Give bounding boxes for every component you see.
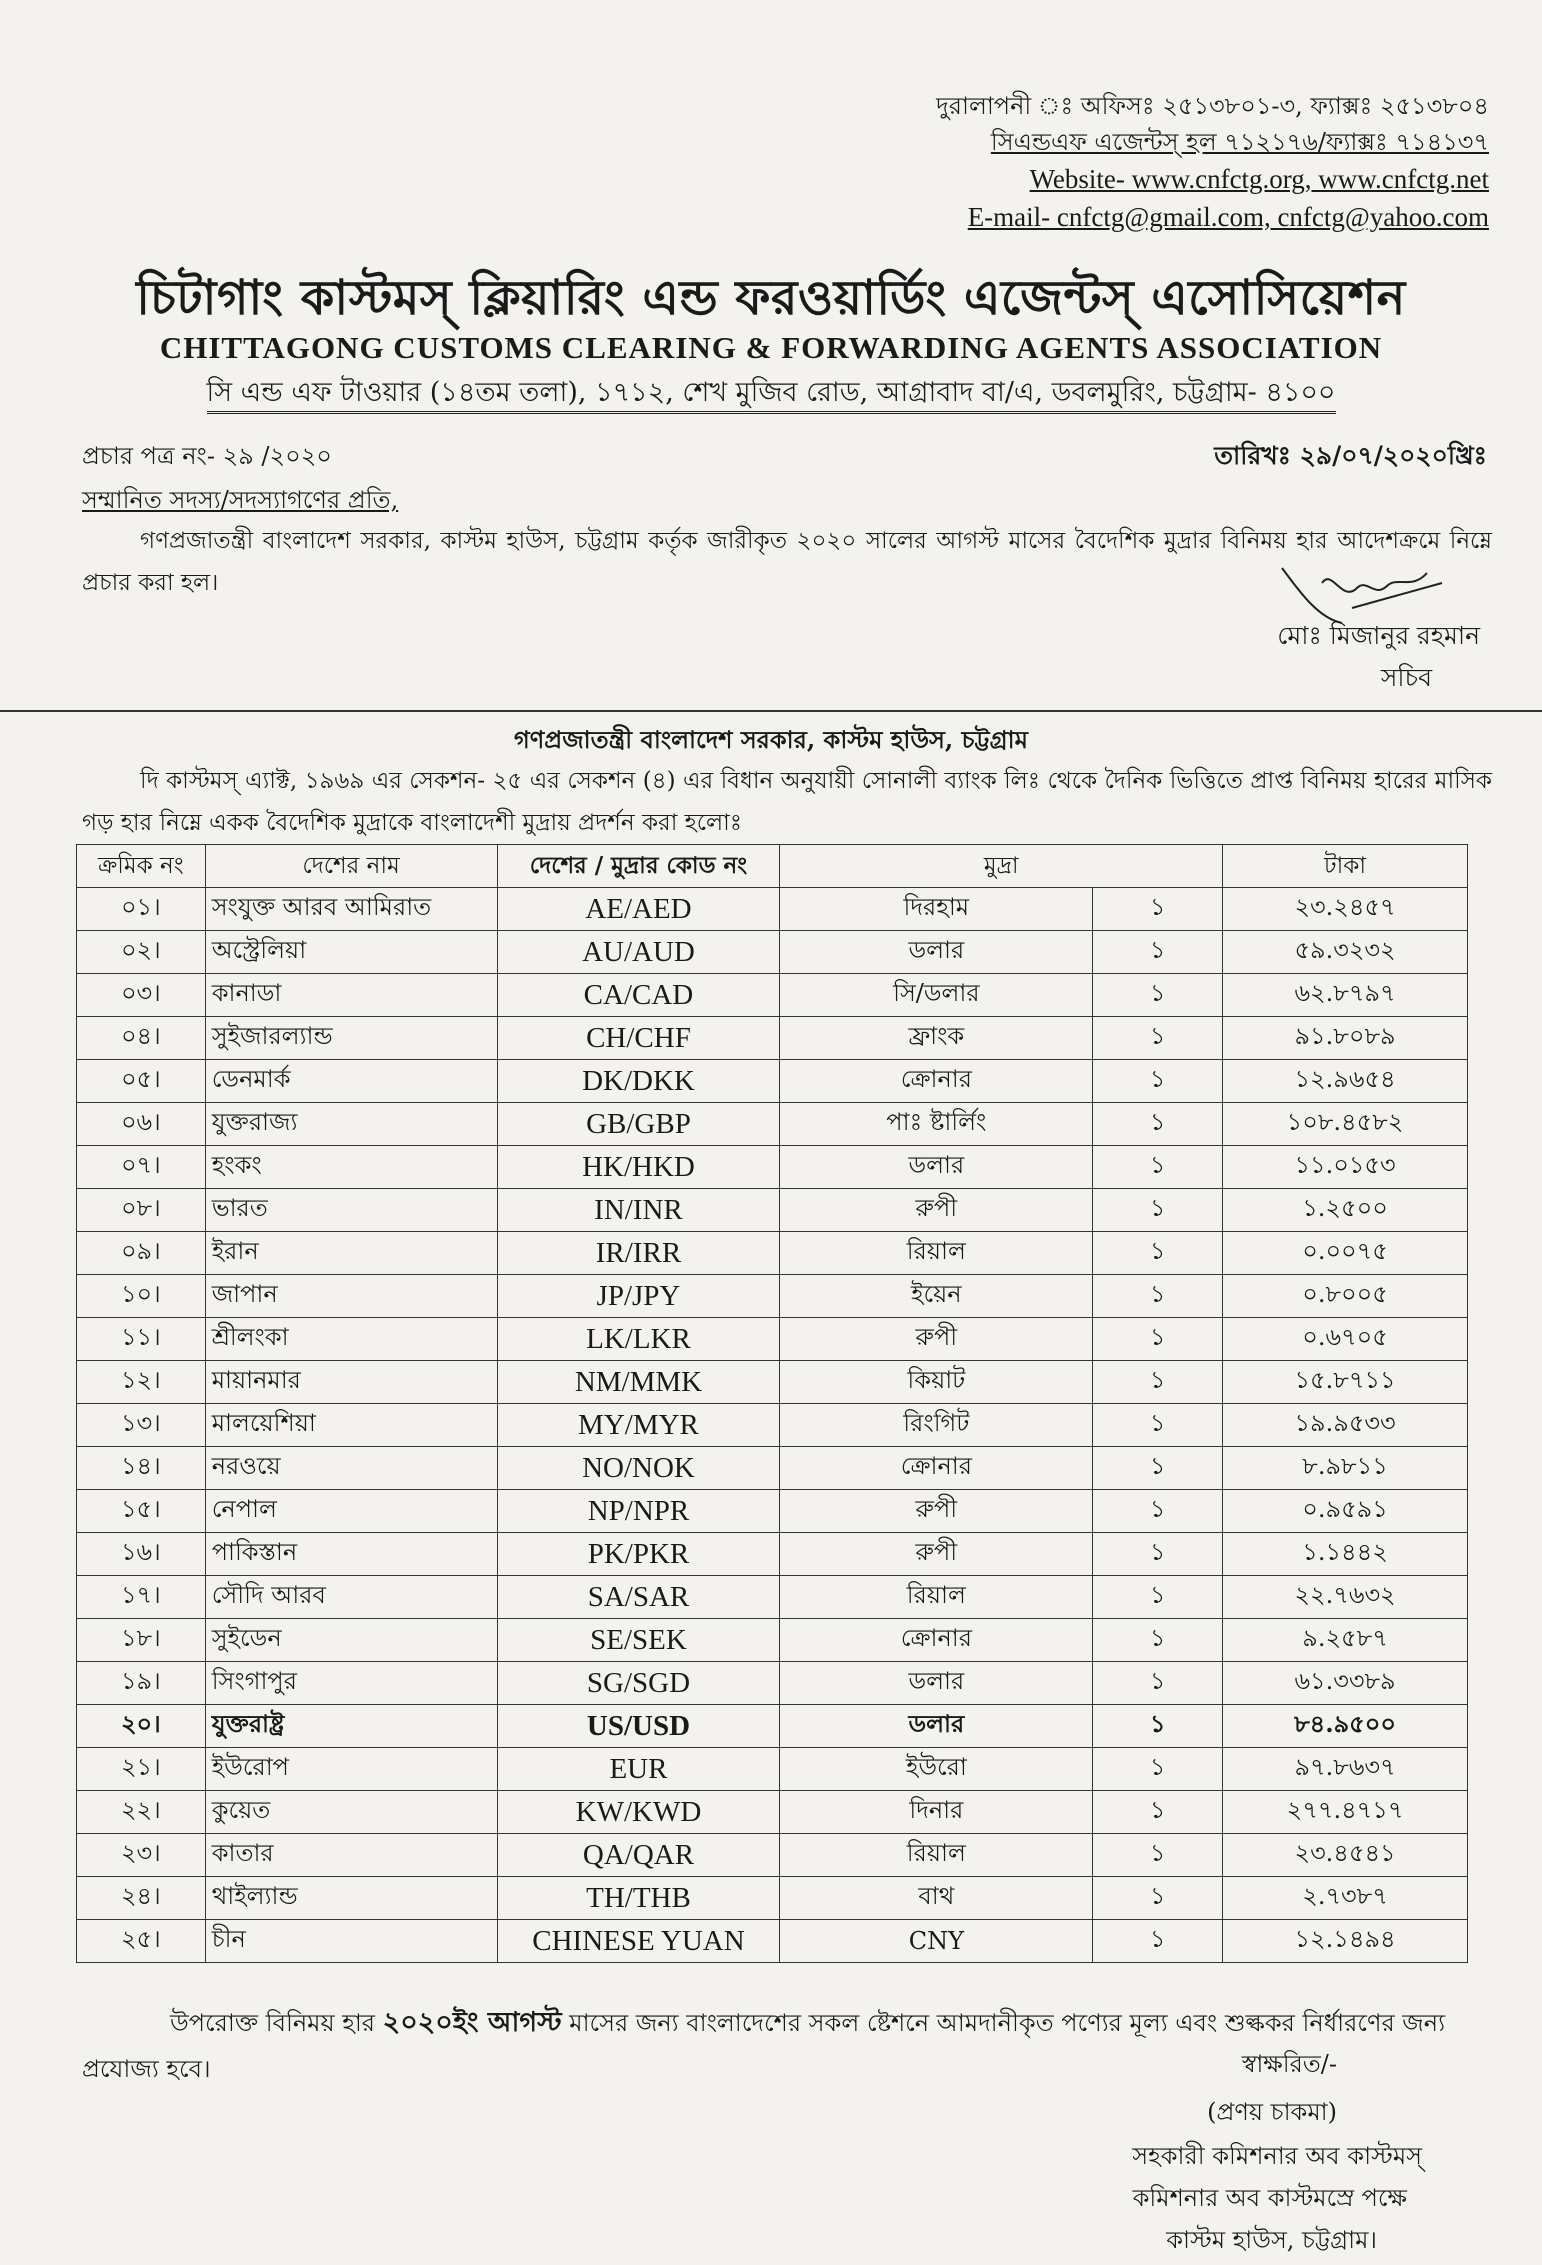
code-cell: IR/IRR <box>497 1232 780 1275</box>
taka-cell: ১১.০১৫৩ <box>1223 1146 1468 1189</box>
table-row <box>77 1361 1468 1404</box>
currency-cell: ক্রোনার <box>780 1060 1093 1103</box>
currency-cell: ইয়েন <box>780 1275 1093 1318</box>
unit-cell: ১ <box>1093 1060 1223 1103</box>
header-currency: মুদ্রা <box>780 845 1223 888</box>
currency-cell: রিয়াল <box>780 1576 1093 1619</box>
taka-cell: ৬২.৮৭৯৭ <box>1223 974 1468 1017</box>
taka-cell: ২২.৭৬৩২ <box>1223 1576 1468 1619</box>
footer-title-3: কাস্টম হাউস, চট্টগ্রাম। <box>1166 2226 1377 2254</box>
signatory-title: সচিব <box>1380 663 1432 692</box>
serial-cell: ১৮। <box>77 1619 206 1662</box>
taka-cell: ৯.২৫৮৭ <box>1223 1619 1468 1662</box>
country-cell: হংকং <box>205 1146 497 1189</box>
serial-cell: ১৭। <box>77 1576 206 1619</box>
serial-cell: ১৫। <box>77 1490 206 1533</box>
code-cell: DK/DKK <box>497 1060 780 1103</box>
country-cell: সিংগাপুর <box>205 1662 497 1705</box>
serial-cell: ০৬। <box>77 1103 206 1146</box>
serial-cell: ০১। <box>77 888 206 931</box>
unit-cell: ১ <box>1093 1619 1223 1662</box>
currency-cell: CNY <box>780 1920 1093 1963</box>
taka-cell: ৮.৯৮১১ <box>1223 1447 1468 1490</box>
table-row <box>77 888 1468 931</box>
taka-cell: ৮৪.৯৫০০ <box>1223 1705 1468 1748</box>
salutation: সম্মানিত সদস্য/সদস্যাগণের প্রতি, <box>82 486 399 514</box>
country-cell: সংযুক্ত আরব আমিরাত <box>205 888 497 931</box>
footer-text-before: উপরোক্ত বিনিময় হার <box>170 2009 383 2037</box>
taka-cell: ১.২৫০০ <box>1223 1189 1468 1232</box>
unit-cell: ১ <box>1093 974 1223 1017</box>
code-cell: SA/SAR <box>497 1576 780 1619</box>
currency-cell: রুপী <box>780 1189 1093 1232</box>
currency-cell: ডলার <box>780 1705 1093 1748</box>
taka-cell: ০.৯৫৯১ <box>1223 1490 1468 1533</box>
currency-cell: রিয়াল <box>780 1834 1093 1877</box>
country-cell: নেপাল <box>205 1490 497 1533</box>
email-line: E-mail- cnfctg@gmail.com, cnfctg@yahoo.com <box>967 202 1489 232</box>
serial-cell: ১০। <box>77 1275 206 1318</box>
table-row <box>77 1318 1468 1361</box>
unit-cell: ১ <box>1093 888 1223 931</box>
footer-title-2: কমিশনার অব কাস্টমস্রে পক্ষে <box>1132 2184 1407 2212</box>
circular-number: প্রচার পত্র নং- ২৯ /২০২০ <box>82 442 332 470</box>
code-cell: IN/INR <box>497 1189 780 1232</box>
taka-cell: ১০৮.৪৫৮২ <box>1223 1103 1468 1146</box>
country-cell: কানাডা <box>205 974 497 1017</box>
unit-cell: ১ <box>1093 1662 1223 1705</box>
country-cell: ইউরোপ <box>205 1748 497 1791</box>
code-cell: AE/AED <box>497 888 780 931</box>
country-cell: ইরান <box>205 1232 497 1275</box>
currency-cell: দিনার <box>780 1791 1093 1834</box>
header-country: দেশের নাম <box>205 845 497 888</box>
currency-cell: রিয়াল <box>780 1232 1093 1275</box>
table-row <box>77 1619 1468 1662</box>
table-body <box>77 888 1468 1963</box>
serial-cell: ১১। <box>77 1318 206 1361</box>
taka-cell: ২৭৭.৪৭১৭ <box>1223 1791 1468 1834</box>
currency-cell: রুপী <box>780 1490 1093 1533</box>
taka-cell: ০.০০৭৫ <box>1223 1232 1468 1275</box>
table-row <box>77 1490 1468 1533</box>
unit-cell: ১ <box>1093 1017 1223 1060</box>
header-code: দেশের / মুদ্রার কোড নং <box>497 845 780 888</box>
currency-cell: সি/ডলার <box>780 974 1093 1017</box>
unit-cell: ১ <box>1093 931 1223 974</box>
government-description: দি কাস্টমস্ এ্যাক্ট, ১৯৬৯ এর সেকশন- ২৫ এর সেকশন (৪) এর বিধান অনুযায়ী সোনালী ব্যাংক লিঃ থেকে দৈনিক ভিত্তিতে প্রাপ্ত বিনিময় হারের মাসিক গড় হার নিম্নে একক বৈদেশিক মুদ্রাকে বাংলাদেশী মুদ্রায় প্রদর্শন করা হলোঃ <box>82 768 1492 836</box>
table-row <box>77 1705 1468 1748</box>
taka-cell: ০.৬৭০৫ <box>1223 1318 1468 1361</box>
unit-cell: ১ <box>1093 1920 1223 1963</box>
serial-cell: ২০। <box>77 1705 206 1748</box>
taka-cell: ৬১.৩৩৮৯ <box>1223 1662 1468 1705</box>
code-cell: JP/JPY <box>497 1275 780 1318</box>
org-name-bangla: চিটাগাং কাস্টমস্ ক্লিয়ারিং এন্ড ফরওয়ার্ডিং এজেন্টস্ এসোসিয়েশন <box>136 270 1406 326</box>
unit-cell: ১ <box>1093 1103 1223 1146</box>
serial-cell: ০২। <box>77 931 206 974</box>
table-row <box>77 1189 1468 1232</box>
country-cell: সুইডেন <box>205 1619 497 1662</box>
footer-highlight: ২০২০ইং আগস্ট <box>382 2007 562 2038</box>
serial-cell: ২৩। <box>77 1834 206 1877</box>
country-cell: চীন <box>205 1920 497 1963</box>
code-cell: SE/SEK <box>497 1619 780 1662</box>
country-cell: ভারত <box>205 1189 497 1232</box>
serial-cell: ০৩। <box>77 974 206 1017</box>
unit-cell: ১ <box>1093 1447 1223 1490</box>
code-cell: NO/NOK <box>497 1447 780 1490</box>
signatory-name: মোঃ মিজানুর রহমান <box>1277 621 1480 650</box>
serial-cell: ০৪। <box>77 1017 206 1060</box>
table-row <box>77 1103 1468 1146</box>
serial-cell: ১৪। <box>77 1447 206 1490</box>
taka-cell: ৯১.৮০৮৯ <box>1223 1017 1468 1060</box>
serial-cell: ০৮। <box>77 1189 206 1232</box>
section-divider <box>0 710 1542 712</box>
serial-cell: ১৩। <box>77 1404 206 1447</box>
country-cell: মালয়েশিয়া <box>205 1404 497 1447</box>
code-cell: CHINESE YUAN <box>497 1920 780 1963</box>
serial-cell: ২৫। <box>77 1920 206 1963</box>
taka-cell: ৫৯.৩২৩২ <box>1223 931 1468 974</box>
serial-cell: ২২। <box>77 1791 206 1834</box>
serial-cell: ২৪। <box>77 1877 206 1920</box>
country-cell: থাইল্যান্ড <box>205 1877 497 1920</box>
country-cell: জাপান <box>205 1275 497 1318</box>
unit-cell: ১ <box>1093 1834 1223 1877</box>
table-row <box>77 1447 1468 1490</box>
circular-date: তারিখঃ ২৯/০৭/২০২০খ্রিঃ <box>1214 441 1487 470</box>
website-line: Website- www.cnfctg.org, www.cnfctg.net <box>1029 164 1489 194</box>
code-cell: LK/LKR <box>497 1318 780 1361</box>
currency-cell: ডলার <box>780 1146 1093 1189</box>
country-cell: ডেনমার্ক <box>205 1060 497 1103</box>
table-row <box>77 1533 1468 1576</box>
currency-cell: ক্রোনার <box>780 1447 1093 1490</box>
serial-cell: ০৭। <box>77 1146 206 1189</box>
code-cell: EUR <box>497 1748 780 1791</box>
footer-text-after: মাসের জন্য বাংলাদেশের সকল ষ্টেশনে আমদানীকৃত পণ্যের মূল্য এবং শুল্ককর নির্ধারণের জন্য প্রযোজ্য হবে। <box>82 2009 1446 2083</box>
currency-cell: দিরহাম <box>780 888 1093 931</box>
table-row <box>77 1017 1468 1060</box>
contact-block <box>789 88 1489 236</box>
currency-cell: কিয়াট <box>780 1361 1093 1404</box>
table-row <box>77 1275 1468 1318</box>
table-row <box>77 1877 1468 1920</box>
header-taka: টাকা <box>1223 845 1468 888</box>
phone-line: দুরালাপনী ঃ অফিসঃ ২৫১৩৮০১-৩, ফ্যাক্সঃ ২৫১৩৮০৪ <box>936 92 1489 120</box>
taka-cell: ০.৮০০৫ <box>1223 1275 1468 1318</box>
country-cell: নরওয়ে <box>205 1447 497 1490</box>
table-row <box>77 1060 1468 1103</box>
taka-cell: ২৩.৪৫৪১ <box>1223 1834 1468 1877</box>
table-row <box>77 1576 1468 1619</box>
country-cell: কুয়েত <box>205 1791 497 1834</box>
unit-cell: ১ <box>1093 1232 1223 1275</box>
currency-cell: পাঃ ষ্টার্লিং <box>780 1103 1093 1146</box>
table-row <box>77 1404 1468 1447</box>
taka-cell: ১৫.৮৭১১ <box>1223 1361 1468 1404</box>
code-cell: HK/HKD <box>497 1146 780 1189</box>
table-row <box>77 1834 1468 1877</box>
unit-cell: ১ <box>1093 1533 1223 1576</box>
code-cell: SG/SGD <box>497 1662 780 1705</box>
taka-cell: ১২.১৪৯৪ <box>1223 1920 1468 1963</box>
country-cell: কাতার <box>205 1834 497 1877</box>
country-cell: মায়ানমার <box>205 1361 497 1404</box>
unit-cell: ১ <box>1093 1404 1223 1447</box>
currency-cell: ডলার <box>780 931 1093 974</box>
taka-cell: ২.৭৩৮৭ <box>1223 1877 1468 1920</box>
code-cell: QA/QAR <box>497 1834 780 1877</box>
country-cell: যুক্তরাষ্ট্র <box>205 1705 497 1748</box>
country-cell: অস্ট্রেলিয়া <box>205 931 497 974</box>
cnf-hall-line: সিএন্ডএফ এজেন্টস্ হল ৭১২১৭৬/ফ্যাক্সঃ ৭১৪১৩৭ <box>990 128 1489 156</box>
org-address-text: সি এন্ড এফ টাওয়ার (১৪তম তলা), ১৭১২, শেখ মুজিব রোড, আগ্রাবাদ বা/এ, ডবলমুরিং, চট্টগ্রাম- ৪১০০ <box>207 377 1336 414</box>
footer-signatory-name: (প্রণয় চাকমা) <box>1207 2098 1337 2126</box>
table-header-row <box>77 845 1468 888</box>
unit-cell: ১ <box>1093 1748 1223 1791</box>
currency-cell: বাথ <box>780 1877 1093 1920</box>
code-cell: PK/PKR <box>497 1533 780 1576</box>
org-name-english: CHITTAGONG CUSTOMS CLEARING & FORWARDING AGENTS ASSOCIATION <box>159 330 1383 365</box>
taka-cell: ১.১৪৪২ <box>1223 1533 1468 1576</box>
taka-cell: ১৯.৯৫৩৩ <box>1223 1404 1468 1447</box>
serial-cell: ০৫। <box>77 1060 206 1103</box>
code-cell: KW/KWD <box>497 1791 780 1834</box>
footer-title-1: সহকারী কমিশনার অব কাস্টমস্ <box>1132 2142 1422 2170</box>
table-row <box>77 1791 1468 1834</box>
unit-cell: ১ <box>1093 1318 1223 1361</box>
unit-cell: ১ <box>1093 1146 1223 1189</box>
serial-cell: ০৯। <box>77 1232 206 1275</box>
serial-cell: ১২। <box>77 1361 206 1404</box>
taka-cell: ১২.৯৬৫৪ <box>1223 1060 1468 1103</box>
unit-cell: ১ <box>1093 1275 1223 1318</box>
country-cell: যুক্তরাজ্য <box>205 1103 497 1146</box>
country-cell: পাকিস্তান <box>205 1533 497 1576</box>
table-row <box>77 931 1468 974</box>
taka-cell: ৯৭.৮৬৩৭ <box>1223 1748 1468 1791</box>
currency-cell: ইউরো <box>780 1748 1093 1791</box>
serial-cell: ২১। <box>77 1748 206 1791</box>
code-cell: MY/MYR <box>497 1404 780 1447</box>
country-cell: সুইজারল্যান্ড <box>205 1017 497 1060</box>
unit-cell: ১ <box>1093 1576 1223 1619</box>
government-title: গণপ্রজাতন্ত্রী বাংলাদেশ সরকার, কাস্টম হাউস, চট্টগ্রাম <box>514 725 1028 754</box>
unit-cell: ১ <box>1093 1791 1223 1834</box>
country-cell: সৌদি আরব <box>205 1576 497 1619</box>
serial-cell: ১৬। <box>77 1533 206 1576</box>
table-row <box>77 1748 1468 1791</box>
table-row <box>77 1146 1468 1189</box>
currency-cell: রুপী <box>780 1533 1093 1576</box>
unit-cell: ১ <box>1093 1490 1223 1533</box>
currency-cell: রিংগিট <box>780 1404 1093 1447</box>
table-row <box>77 1232 1468 1275</box>
table-row <box>77 1920 1468 1963</box>
code-cell: AU/AUD <box>497 931 780 974</box>
unit-cell: ১ <box>1093 1361 1223 1404</box>
currency-cell: ক্রোনার <box>780 1619 1093 1662</box>
currency-cell: ডলার <box>780 1662 1093 1705</box>
footer-signed: স্বাক্ষরিত/- <box>1241 2050 1337 2078</box>
header-serial: ক্রমিক নং <box>77 845 206 888</box>
code-cell: CA/CAD <box>497 974 780 1017</box>
serial-cell: ১৯। <box>77 1662 206 1705</box>
code-cell: US/USD <box>497 1705 780 1748</box>
country-cell: শ্রীলংকা <box>205 1318 497 1361</box>
table-row <box>77 1662 1468 1705</box>
code-cell: NP/NPR <box>497 1490 780 1533</box>
org-address <box>0 372 1542 417</box>
unit-cell: ১ <box>1093 1705 1223 1748</box>
intro-paragraph: গণপ্রজাতন্ত্রী বাংলাদেশ সরকার, কাস্টম হাউস, চট্টগ্রাম কর্তৃক জারীকৃত ২০২০ সালের আগস্ট মাসের বৈদেশিক মুদ্রার বিনিময় হার আদেশক্রমে নিম্নে প্রচার করা হল। <box>82 528 1492 596</box>
exchange-rate-table <box>76 844 1468 1963</box>
unit-cell: ১ <box>1093 1189 1223 1232</box>
code-cell: TH/THB <box>497 1877 780 1920</box>
code-cell: GB/GBP <box>497 1103 780 1146</box>
code-cell: CH/CHF <box>497 1017 780 1060</box>
unit-cell: ১ <box>1093 1877 1223 1920</box>
currency-cell: ফ্রাংক <box>780 1017 1093 1060</box>
currency-cell: রুপী <box>780 1318 1093 1361</box>
taka-cell: ২৩.২৪৫৭ <box>1223 888 1468 931</box>
table-row <box>77 974 1468 1017</box>
code-cell: NM/MMK <box>497 1361 780 1404</box>
